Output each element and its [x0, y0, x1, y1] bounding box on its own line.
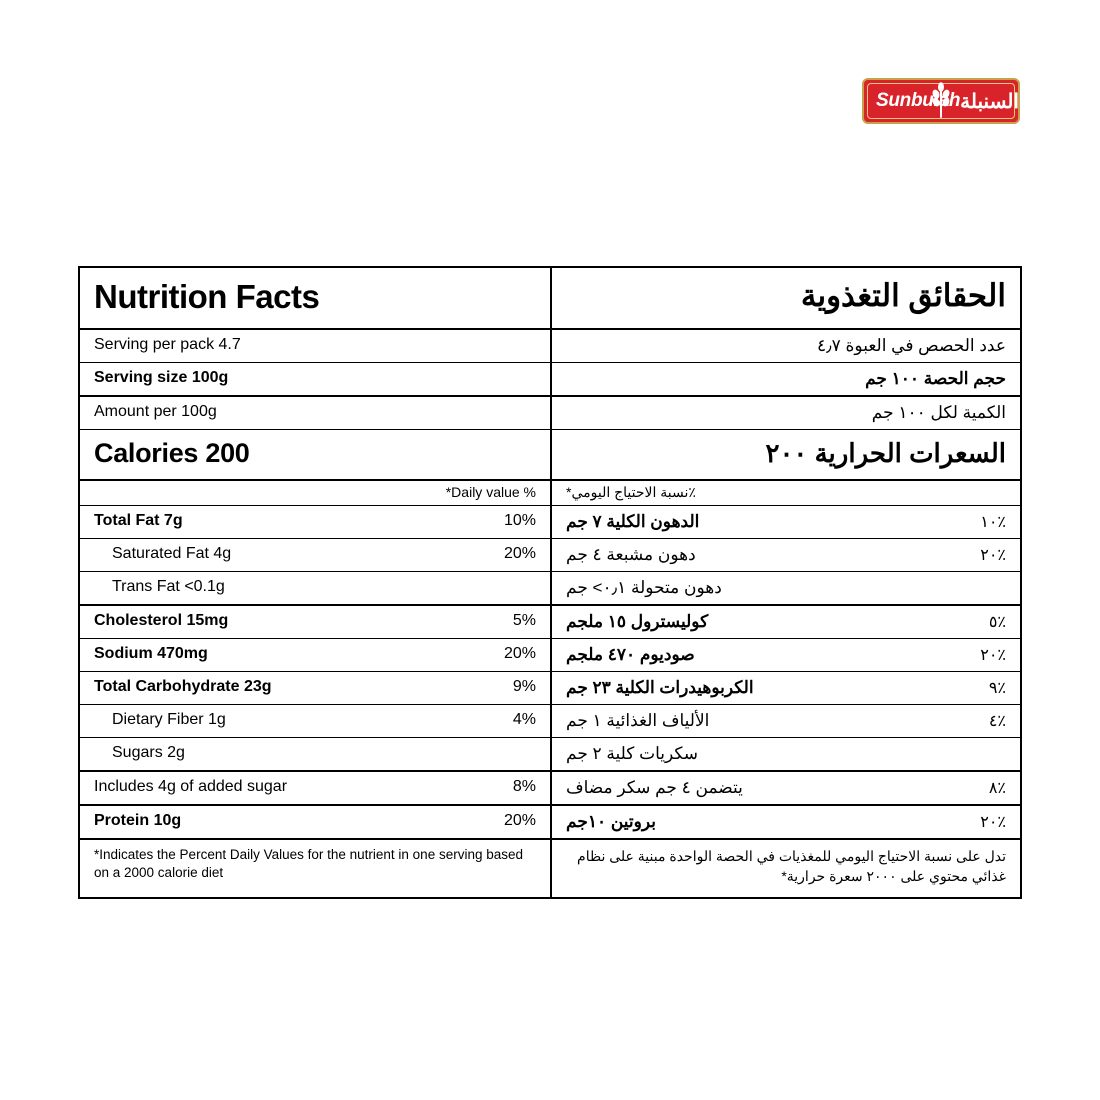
- nutrient-cell-en: [80, 772, 550, 804]
- nutrient-cell-en: [80, 806, 550, 838]
- serving-per-pack-row: [80, 330, 1020, 363]
- nutrient-pct-en: 10%: [503, 512, 536, 529]
- table-row: [80, 705, 1020, 738]
- amount-per-row: [80, 397, 1020, 430]
- nutrient-cell-ar: [550, 539, 1020, 571]
- nutrient-name-en: Trans Fat <0.1g: [112, 578, 225, 595]
- title-cell-en: [80, 268, 550, 328]
- serving-per-pack-cell-en: [80, 330, 550, 362]
- calories-ar: السعرات الحرارية ٢٠٠: [765, 438, 1006, 468]
- nutrient-pct-ar: ٪٨: [988, 780, 1006, 797]
- serving-per-pack-ar: عدد الحصص في العبوة ٤٫٧: [817, 336, 1006, 355]
- table-row: [80, 738, 1020, 772]
- nutrient-name-en: Includes 4g of added sugar: [94, 778, 288, 795]
- footnote-cell-en: [80, 840, 550, 897]
- nutrient-cell-ar: [550, 738, 1020, 770]
- nutrient-pct-en: 20%: [503, 812, 536, 829]
- nutrient-pct-ar: ٪٩: [988, 680, 1006, 697]
- logo-brand-en: Sunbulah: [876, 90, 961, 111]
- nutrient-name-ar: صوديوم ٤٧٠ ملجم: [566, 645, 695, 664]
- nutrient-pct-en: 9%: [512, 678, 536, 695]
- nutrient-name-ar: دهون مشبعة ٤ جم: [566, 545, 696, 564]
- nutrient-cell-en: [80, 672, 550, 704]
- table-row: [80, 506, 1020, 539]
- serving-per-pack-en: Serving per pack 4.7: [94, 336, 241, 353]
- table-row: [80, 539, 1020, 572]
- calories-cell-en: [80, 430, 550, 479]
- nutrient-pct-ar: ٪٥: [988, 614, 1006, 631]
- table-row: [80, 772, 1020, 806]
- nutrient-name-en: Cholesterol 15mg: [94, 612, 229, 629]
- nutrient-cell-ar: [550, 705, 1020, 737]
- nutrient-name-en: Sodium 470mg: [94, 645, 208, 662]
- footnote-cell-ar: [550, 840, 1020, 897]
- nutrient-name-ar: يتضمن ٤ جم سكر مضاف: [566, 778, 743, 797]
- nutrient-name-en: Total Carbohydrate 23g: [94, 678, 272, 695]
- title-cell-ar: [550, 268, 1020, 328]
- sunbulah-logo: [862, 78, 1020, 124]
- nutrient-cell-ar: [550, 506, 1020, 538]
- nutrient-pct-en: 20%: [503, 645, 536, 662]
- nutrient-name-ar: الدهون الكلية ٧ جم: [566, 512, 700, 531]
- nutrient-cell-ar: [550, 639, 1020, 671]
- calories-en: Calories 200: [94, 438, 250, 468]
- nutrient-cell-en: [80, 506, 550, 538]
- nutrient-name-en: Dietary Fiber 1g: [112, 711, 226, 728]
- serving-size-row: [80, 363, 1020, 397]
- nutrient-cell-en: [80, 572, 550, 604]
- amount-per-cell-en: [80, 397, 550, 429]
- panel-title-row: [80, 268, 1020, 330]
- nutrient-name-ar: الألياف الغذائية ١ جم: [566, 711, 710, 730]
- footnote-row: [80, 840, 1020, 897]
- nutrient-pct-en: 20%: [503, 545, 536, 562]
- nutrient-name-en: Protein 10g: [94, 812, 182, 829]
- nutrient-name-en: Sugars 2g: [112, 744, 185, 761]
- nutrient-pct-en: 8%: [512, 778, 536, 795]
- nutrient-name-ar: كوليسترول ١٥ ملجم: [566, 612, 709, 631]
- nutrient-cell-ar: [550, 606, 1020, 638]
- nutrition-facts-panel: [78, 266, 1022, 899]
- table-row: [80, 672, 1020, 705]
- serving-size-cell-en: [80, 363, 550, 395]
- nutrient-name-en: Saturated Fat 4g: [112, 545, 232, 562]
- nutrient-pct-ar: ٪١٠: [980, 514, 1006, 531]
- page-title: Nutrition Facts: [94, 278, 320, 315]
- calories-cell-ar: [550, 430, 1020, 479]
- nutrient-cell-en: [80, 738, 550, 770]
- nutrient-cell-ar: [550, 772, 1020, 804]
- nutrient-cell-en: [80, 639, 550, 671]
- footnote-en: *Indicates the Percent Daily Values for the nutrient in one serving based on a 2000 calorie diet: [94, 847, 524, 881]
- nutrient-pct-ar: ٪٤: [988, 713, 1006, 730]
- daily-value-ar: ٪نسبة الاحتياج اليومي*: [566, 484, 696, 500]
- nutrient-pct-en: 5%: [512, 612, 536, 629]
- nutrient-name-en: Total Fat 7g: [94, 512, 183, 529]
- nutrient-cell-ar: [550, 806, 1020, 838]
- serving-per-pack-cell-ar: [550, 330, 1020, 362]
- amount-per-en: Amount per 100g: [94, 403, 217, 420]
- nutrient-cell-en: [80, 606, 550, 638]
- serving-size-cell-ar: [550, 363, 1020, 395]
- nutrient-pct-ar: ٪٢٠: [980, 547, 1006, 564]
- nutrient-pct-ar: ٪٢٠: [980, 814, 1006, 831]
- nutrient-name-ar: بروتين ١٠جم: [566, 812, 656, 831]
- table-row: [80, 806, 1020, 840]
- table-row: [80, 606, 1020, 639]
- nutrient-cell-en: [80, 539, 550, 571]
- table-row: [80, 572, 1020, 606]
- table-row: [80, 639, 1020, 672]
- nutrient-name-ar: دهون متحولة ٠٫١> جم: [566, 578, 722, 597]
- daily-value-cell-ar: [550, 481, 1020, 505]
- nutrient-cell-ar: [550, 672, 1020, 704]
- nutrient-name-ar: سكريات كلية ٢ جم: [566, 744, 699, 763]
- logo-brand-ar: السنبلة: [960, 90, 1020, 113]
- daily-value-cell-en: [80, 481, 550, 505]
- amount-per-cell-ar: [550, 397, 1020, 429]
- nutrient-name-ar: الكربوهيدرات الكلية ٢٣ جم: [566, 678, 754, 697]
- amount-per-ar: الكمية لكل ١٠٠ جم: [871, 403, 1006, 422]
- footnote-ar: تدل على نسبة الاحتياج اليومي للمغذيات في الحصة الواحدة مبنية على نظام غذائي محتوي على ٢٠٠٠ سعرة حرارية*: [577, 848, 1006, 885]
- nutrient-pct-en: 4%: [512, 711, 536, 728]
- daily-value-en: *Daily value %: [445, 484, 536, 500]
- daily-value-header-row: [80, 481, 1020, 506]
- calories-row: [80, 430, 1020, 481]
- page-title-ar: الحقائق التغذوية: [800, 278, 1006, 313]
- serving-size-en: Serving size 100g: [94, 369, 229, 386]
- nutrient-cell-en: [80, 705, 550, 737]
- nutrient-cell-ar: [550, 572, 1020, 604]
- nutrient-pct-ar: ٪٢٠: [980, 647, 1006, 664]
- serving-size-ar: حجم الحصة ١٠٠ جم: [865, 369, 1006, 388]
